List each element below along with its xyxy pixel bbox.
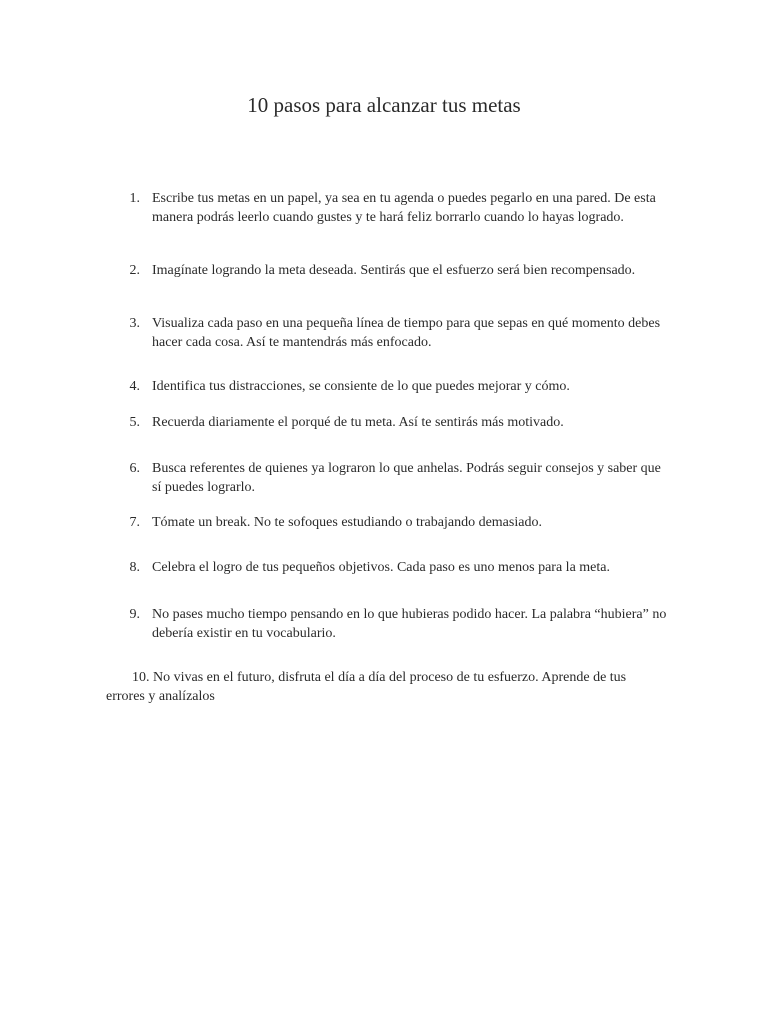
- step-number: 7.: [129, 515, 140, 530]
- step-number: 3.: [129, 316, 140, 331]
- step-number: 1.: [129, 191, 140, 206]
- step-text: Imagínate logrando la meta deseada. Sentirás que el esfuerzo será bien recompensado.: [152, 263, 636, 278]
- step-number: 8.: [129, 560, 140, 575]
- step-text: Recuerda diariamente el porqué de tu meta. Así te sentirás más motivado.: [152, 415, 564, 430]
- step-text: Celebra el logro de tus pequeños objetivos. Cada paso es uno menos para la meta.: [152, 560, 610, 575]
- step-number: 9.: [129, 607, 140, 622]
- step-text: No pases mucho tiempo pensando en lo que hubieras podido hacer. La palabra “hubiera” no debería existir en tu vocabulario.: [152, 607, 667, 641]
- step-number: 6.: [129, 461, 140, 476]
- step-text: Visualiza cada paso en una pequeña línea de tiempo para que sepas en qué momento debes hacer cada cosa. Así te mantendrás más enfocado.: [152, 316, 661, 350]
- document-title: 10 pasos para alcanzar tus metas: [247, 93, 521, 117]
- step-number: 5.: [129, 415, 140, 430]
- step-number: 2.: [129, 263, 140, 278]
- step-number: 4.: [129, 379, 140, 394]
- step-text: Identifica tus distracciones, se consiente de lo que puedes mejorar y cómo.: [152, 379, 570, 394]
- step-text: Busca referentes de quienes ya lograron lo que anhelas. Podrás seguir consejos y saber que sí puedes lograrlo.: [152, 461, 661, 495]
- step-text: Escribe tus metas en un papel, ya sea en tu agenda o puedes pegarlo en una pared. De esta manera podrás leerlo cuando gustes y te hará feliz borrarlo cuando lo hayas logrado.: [152, 191, 656, 225]
- step-text: Tómate un break. No te sofoques estudiando o trabajando demasiado.: [152, 515, 542, 530]
- step-ten-paragraph: 10. No vivas en el futuro, disfruta el día a día del proceso de tu esfuerzo. Aprende de tus errores y analízalos: [106, 670, 627, 704]
